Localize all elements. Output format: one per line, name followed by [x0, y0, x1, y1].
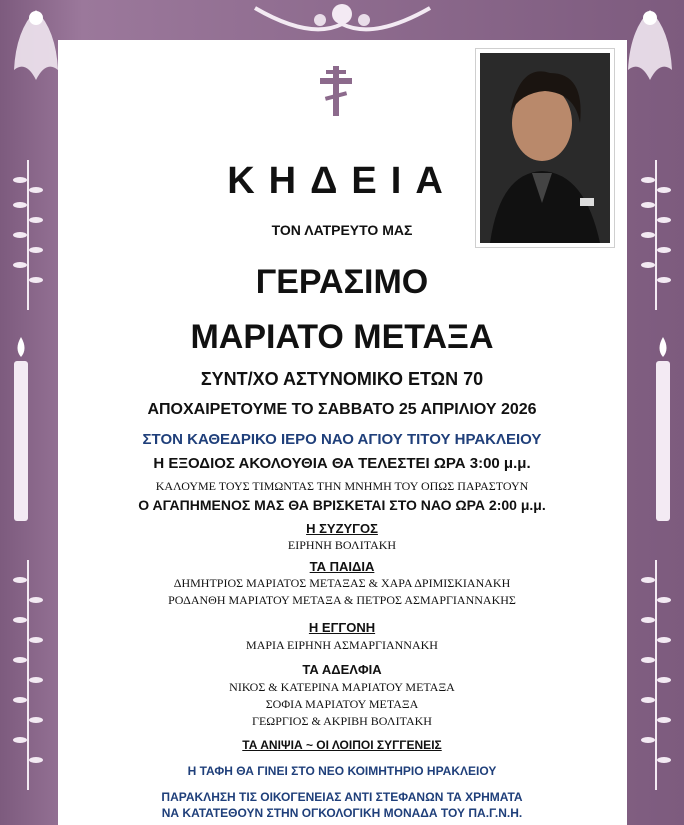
notice-title: ΚΗΔΕΙΑ: [227, 160, 457, 202]
invite-line-1: ΚΑΛΟΥΜΕ ΤΟΥΣ ΤΙΜΩΝΤΑΣ ΤΗΝ ΜΝΗΜΗ ΤΟΥ ΟΠΩΣ ΠΑΡΑΣΤΟΥΝ: [155, 479, 529, 493]
funeral-time: Η ΕΞΟΔΙΟΣ ΑΚΟΛΟΥΘΙΑ ΘΑ ΤΕΛΕΣΤΕΙ ΩΡΑ 3:00 μ.μ.: [153, 455, 531, 472]
child-row: ΔΗΜΗΤΡΙΟΣ ΜΑΡΙΑΤΟΣ ΜΕΤΑΞΑΣ & ΧΑΡΑ ΔΡΙΜΙΣΚΙΑΝΑΚΗ: [173, 576, 511, 590]
sibling-row: ΝΙΚΟΣ & ΚΑΤΕΡΙΝΑ ΜΑΡΙΑΤΟΥ ΜΕΤΑΞΑ: [229, 680, 455, 694]
grandchild-name: ΜΑΡΙΑ ΕΙΡΗΝΗ ΑΣΜΑΡΓΙΑΝΝΑΚΗ: [246, 638, 438, 652]
invite-line-2: Ο ΑΓΑΠΗΜΕΝΟΣ ΜΑΣ ΘΑ ΒΡΙΣΚΕΤΑΙ ΣΤΟ ΝΑΟ ΩΡΑ 2:00 μ.μ.: [138, 497, 546, 513]
wreath-icon: [250, 0, 435, 38]
church-location: ΣΤΟΝ ΚΑΘΕΔΡΙΚΟ ΙΕΡΟ ΝΑΟ ΑΓΙΟΥ ΤΙΤΟΥ ΗΡΑΚΛΕΙΟΥ: [142, 431, 542, 448]
spouse-name: ΕΙΡΗΝΗ ΒΟΛΙΤΑΚΗ: [287, 538, 397, 552]
other-relatives: ΤΑ ΑΝΙΨΙΑ ~ ΟΙ ΛΟΙΠΟΙ ΣΥΓΓΕΝΕΙΣ: [242, 738, 442, 752]
intro-text: ΤΟΝ ΛΑΤΡΕΥΤΟ ΜΑΣ: [271, 222, 413, 238]
burial-info: Η ΤΑΦΗ ΘΑ ΓΙΝΕΙ ΣΤΟ ΝΕΟ ΚΟΙΜΗΤΗΡΙΟ ΗΡΑΚΛΕΙΟΥ: [187, 764, 497, 778]
sibling-row: ΓΕΩΡΓΙΟΣ & ΑΚΡΙΒΗ ΒΟΛΙΤΑΚΗ: [252, 714, 432, 728]
request-line-1: ΠΑΡΑΚΛΗΣΗ ΤΙΣ ΟΙΚΟΓΕΝΕΙΑΣ ΑΝΤΙ ΣΤΕΦΑΝΩΝ ΤΑ ΧΡΗΜΑΤΑ: [161, 790, 523, 804]
request-line-2: ΝΑ ΚΑΤΑΤΕΘΟΥΝ ΣΤΗΝ ΟΓΚΟΛΟΓΙΚΗ ΜΟΝΑΔΑ ΤΟΥ ΠΑ.Γ.Ν.Η.: [161, 806, 523, 820]
siblings-heading: ΤΑ ΑΔΕΛΦΙΑ: [302, 662, 382, 677]
rank-age: ΣΥΝΤ/ΧΟ ΑΣΤΥΝΟΜΙΚΟ ΕΤΩΝ 70: [200, 369, 484, 389]
farewell-date: ΑΠΟΧΑΙΡΕΤΟΥΜΕ ΤΟ ΣΑΒΒΑΤΟ 25 ΑΠΡΙΛΙΟΥ 2026: [147, 401, 537, 418]
angel-icon: [6, 0, 66, 100]
grandchild-heading: Η ΕΓΓΟΝΗ: [308, 620, 376, 635]
children-heading: ΤΑ ΠΑΙΔΙΑ: [309, 559, 375, 574]
deceased-first-name: ΓΕΡΑΣΙΜΟ: [255, 263, 429, 301]
child-row: ΡΟΔΑΝΘΗ ΜΑΡΙΑΤΟΥ ΜΕΤΑΞΑ & ΠΕΤΡΟΣ ΑΣΜΑΡΓΙΑΝΝΑΚΗΣ: [168, 593, 516, 607]
angel-icon: [620, 0, 680, 100]
portrait-photo: [475, 48, 615, 248]
deceased-surname: ΜΑΡΙΑΤΟ ΜΕΤΑΞΑ: [190, 318, 494, 356]
spouse-heading: Η ΣΥΖΥΓΟΣ: [306, 521, 378, 536]
sibling-row: ΣΟΦΙΑ ΜΑΡΙΑΤΟΥ ΜΕΤΑΞΑ: [265, 697, 419, 711]
cross-icon: [316, 64, 356, 118]
